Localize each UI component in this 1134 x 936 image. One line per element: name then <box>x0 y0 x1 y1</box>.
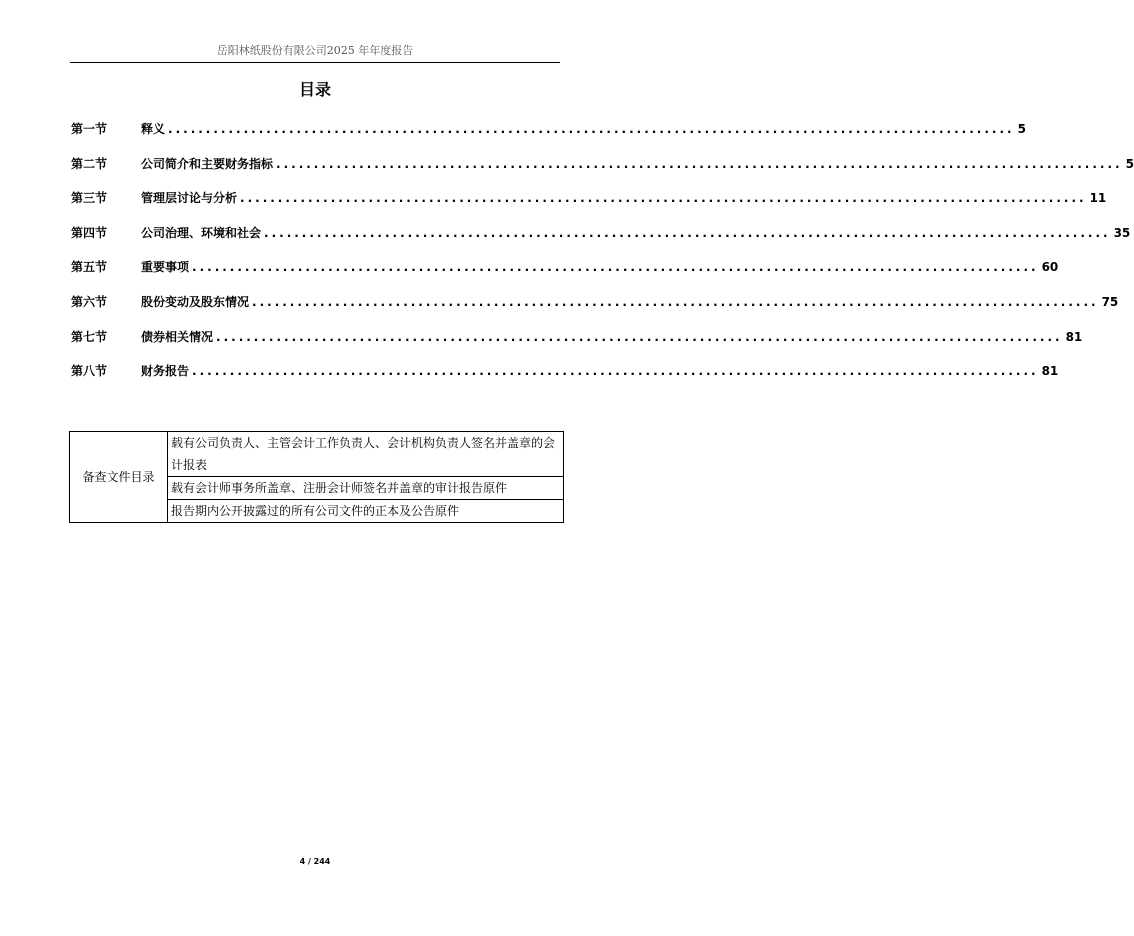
reference-documents-label: 备查文件目录 <box>70 432 168 523</box>
toc-dot-leader: ................................................................................................................ <box>168 122 1015 136</box>
toc-dot-leader: ................................................................................................................ <box>216 329 1063 344</box>
toc-section-title: 公司简介和主要财务指标 <box>141 156 274 171</box>
toc-dot-leader: ................................................................................................................ <box>252 294 1099 309</box>
toc-entry[interactable] <box>71 328 1083 363</box>
toc-section-number: 第七节 <box>71 329 108 344</box>
page-header: 岳阳林纸股份有限公司2025 年年度报告 <box>216 44 414 57</box>
toc-page-number: 11 <box>1089 191 1107 206</box>
toc-entry[interactable] <box>71 258 1059 293</box>
reference-document-item: 载有会计师事务所盖章、注册会计师签名并盖章的审计报告原件 <box>168 477 564 500</box>
toc-section-number: 第二节 <box>71 156 108 171</box>
table-of-contents <box>71 120 1134 397</box>
toc-page-number: 81 <box>1065 329 1083 344</box>
reference-document-item: 载有公司负责人、主管会计工作负责人、会计机构负责人签名并盖章的会计报表 <box>168 432 564 477</box>
toc-section-title: 财务报告 <box>141 364 190 379</box>
toc-dot-leader: ................................................................................................................ <box>276 156 1123 171</box>
toc-entry[interactable] <box>71 120 1026 155</box>
reference-document-item: 报告期内公开披露过的所有公司文件的正本及公告原件 <box>168 500 564 523</box>
toc-entry[interactable] <box>71 189 1107 224</box>
reference-documents-table <box>69 431 564 523</box>
toc-page-number: 60 <box>1041 260 1059 275</box>
toc-dot-leader: ................................................................................................................ <box>264 225 1111 240</box>
toc-section-number: 第三节 <box>71 191 108 206</box>
toc-page-number: 35 <box>1113 225 1131 240</box>
toc-section-title: 重要事项 <box>141 260 190 275</box>
toc-section-number: 第八节 <box>71 364 108 379</box>
header-divider <box>70 62 560 63</box>
toc-dot-leader: ................................................................................................................ <box>192 260 1039 275</box>
toc-page-number: 81 <box>1041 364 1059 379</box>
page-title: 目录 <box>298 80 331 99</box>
toc-section-number: 第一节 <box>71 122 108 136</box>
toc-dot-leader: ................................................................................................................ <box>240 191 1087 206</box>
toc-entry[interactable] <box>71 224 1131 259</box>
toc-section-title: 债券相关情况 <box>141 329 214 344</box>
table-row <box>70 432 564 477</box>
page-number-footer: 4 / 244 <box>299 857 331 866</box>
toc-section-title: 管理层讨论与分析 <box>141 191 238 206</box>
toc-page-number: 5 <box>1125 156 1134 171</box>
toc-section-title: 释义 <box>141 122 166 136</box>
toc-page-number: 75 <box>1101 294 1119 309</box>
toc-section-title: 公司治理、环境和社会 <box>141 225 262 240</box>
toc-section-number: 第四节 <box>71 225 108 240</box>
toc-entry[interactable] <box>71 155 1134 190</box>
toc-entry[interactable] <box>71 362 1059 397</box>
toc-section-number: 第五节 <box>71 260 108 275</box>
toc-dot-leader: ................................................................................................................ <box>192 364 1039 379</box>
toc-entry[interactable] <box>71 293 1119 328</box>
toc-section-title: 股份变动及股东情况 <box>141 294 250 309</box>
toc-page-number: 5 <box>1017 122 1026 136</box>
toc-section-number: 第六节 <box>71 294 108 309</box>
